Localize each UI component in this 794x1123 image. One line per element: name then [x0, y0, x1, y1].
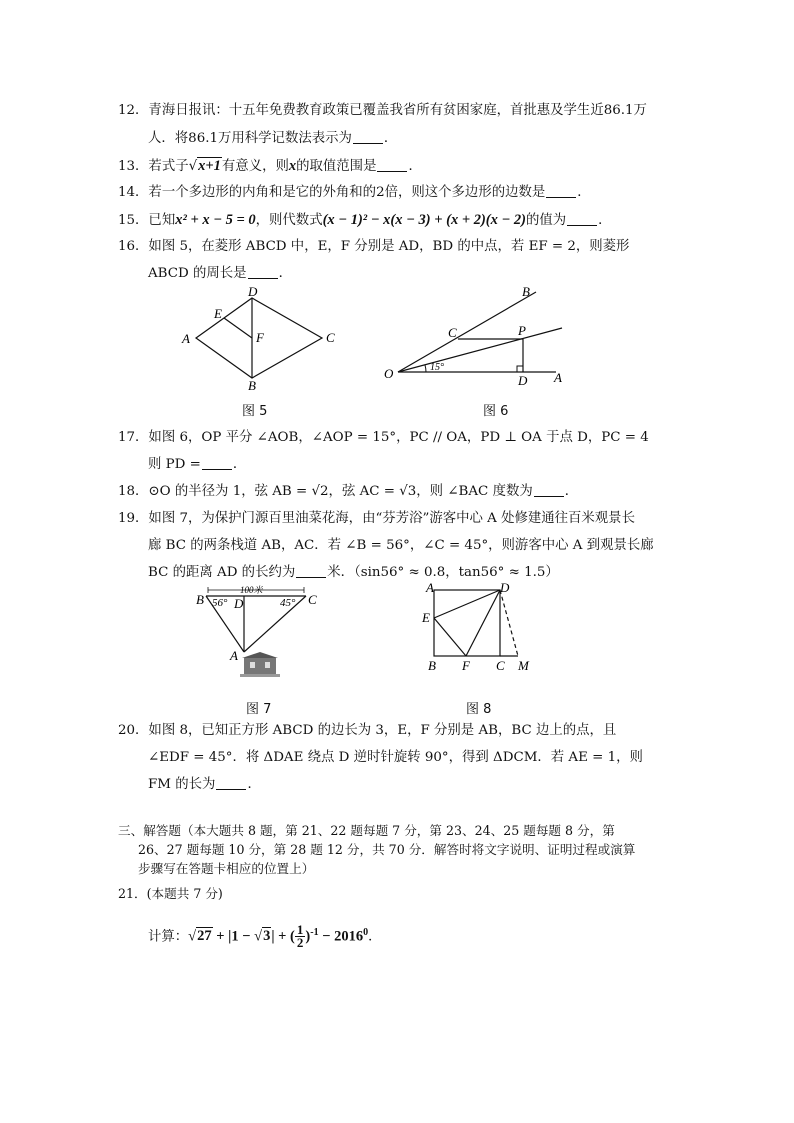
section3-line2: 26、27 题每题 10 分，第 28 题 12 分，共 70 分．解答时将文字说明、证明过程或演算 [138, 842, 636, 857]
fig7-angle-B: 56° [212, 597, 228, 609]
figure-5-rhombus [176, 284, 336, 390]
figure-7-walkway [192, 584, 328, 684]
answer-blank[interactable] [248, 266, 278, 279]
fig8-label-F: F [462, 658, 470, 673]
figure-5-caption: 图 5 [242, 404, 268, 419]
figure-7-caption: 图 7 [246, 702, 272, 717]
q18: 18．⊙O 的半径为 1，弦 AB = √2，弦 AC = √3，则 ∠BAC 度数为 ． [118, 484, 579, 499]
figure-6-caption: 图 6 [483, 404, 509, 419]
fig6-angle-label: 15° [430, 362, 444, 373]
q14: 14．若一个多边形的内角和是它的外角和的2倍，则这个多边形的边数是 ． [118, 185, 591, 200]
fig7-label-D: D [234, 596, 244, 611]
q12-line1: 12．青海日报讯：十五年免费教育政策已覆盖我省所有贫困家庭，首批惠及学生近86.1万 [118, 103, 647, 118]
fig5-label-A: A [182, 331, 190, 346]
q16-line1: 16．如图 5，在菱形 ABCD 中，E，F 分别是 AD，BD 的中点，若 EF = 2，则菱形 [118, 239, 630, 254]
q15: 15．已知x² + x − 5 = 0，则代数式(x − 1)² − x(x − 3) + (x + 2)(x − 2)的值为 ． [118, 212, 612, 228]
fig6-label-A: A [554, 370, 562, 385]
fig6-label-P: P [518, 323, 526, 338]
equation: x² + x − 5 = 0 [175, 212, 256, 228]
house-icon [240, 652, 280, 677]
q12-line2: 人．将86.1万用科学记数法表示为 ． [148, 131, 398, 146]
q19-line3: BC 的距离 AD 的长约为 米．（sin56° ≈ 0.8，tan56° ≈ 1.5） [148, 565, 559, 580]
fig8-label-A: A [426, 582, 434, 595]
q13: 13．若式子√x+1有意义，则x的取值范围是 ． [118, 158, 422, 174]
answer-blank[interactable] [216, 777, 246, 790]
section3-line1: 三、解答题（本大题共 8 题，第 21、22 题每题 7 分，第 23、24、25 题每题 8 分，第 [118, 823, 615, 838]
answer-blank[interactable] [296, 565, 326, 578]
answer-blank[interactable] [202, 457, 232, 470]
fig8-label-D: D [500, 582, 510, 595]
fig8-label-C: C [496, 658, 505, 673]
fig6-label-C: C [448, 325, 457, 340]
answer-blank[interactable] [353, 131, 383, 144]
fig5-label-B: B [248, 378, 256, 390]
fig7-angle-C: 45° [280, 597, 296, 609]
answer-blank[interactable] [567, 213, 597, 226]
figure-8-square [420, 582, 540, 676]
fig8-label-M: M [518, 658, 529, 673]
q20-line1: 20．如图 8，已知正方形 ABCD 的边长为 3，E，F 分别是 AB，BC 边上的点，且 [118, 723, 617, 738]
fig5-label-E: E [214, 306, 222, 321]
fig5-label-D: D [248, 284, 258, 299]
fig8-label-E: E [422, 610, 430, 625]
expression: (x − 1)² − x(x − 3) + (x + 2)(x − 2) [322, 212, 526, 228]
q19-line2: 廊 BC 的两条栈道 AB，AC．若 ∠B = 56°，∠C = 45°，则游客中心 A 到观景长廊 [148, 538, 654, 553]
fig5-label-F: F [256, 330, 264, 345]
fig7-length-label: 100米 [240, 585, 263, 595]
fig8-label-B: B [428, 658, 436, 673]
answer-blank[interactable] [377, 159, 407, 172]
q21-expression: 计算：√27 + |1 − √3| + ( $\frac{1}{2}$ )$^{-1} - 2016^0$． [148, 922, 382, 951]
q19-line1: 19．如图 7，为保护门源百里油菜花海，由“芬芳浴”游客中心 A 处修建通往百米观景长 [118, 511, 635, 526]
q17-line2: 则 PD = ． [148, 457, 247, 472]
radicand: x+1 [198, 158, 221, 174]
q17-line1: 17．如图 6，OP 平分 ∠AOB，∠AOP = 15°，PC // OA，PD ⊥ OA 于点 D，PC = 4 [118, 430, 649, 445]
fig6-label-B: B [522, 284, 530, 299]
answer-blank[interactable] [546, 185, 576, 198]
answer-blank[interactable] [534, 484, 564, 497]
figure-8-caption: 图 8 [466, 702, 492, 717]
fig7-label-A: A [230, 648, 238, 663]
fig7-label-B: B [196, 592, 204, 607]
q20-line2: ∠EDF = 45°．将 ΔDAE 绕点 D 逆时针旋转 90°，得到 ΔDCM．若 AE = 1，则 [148, 750, 643, 765]
q20-line3: FM 的长为 ． [148, 777, 261, 792]
figure-6-angle [378, 284, 578, 390]
fig5-label-C: C [326, 330, 335, 345]
q21-head: 21．(本题共 7 分) [118, 886, 223, 901]
fig6-label-D: D [518, 373, 528, 388]
q16-line2: ABCD 的周长是 ． [148, 266, 292, 281]
fig6-label-O: O [384, 366, 394, 381]
sqrt-sign: √ [188, 159, 198, 174]
fig7-label-C: C [308, 592, 317, 607]
section3-line3: 步骤写在答题卡相应的位置上） [138, 861, 315, 876]
